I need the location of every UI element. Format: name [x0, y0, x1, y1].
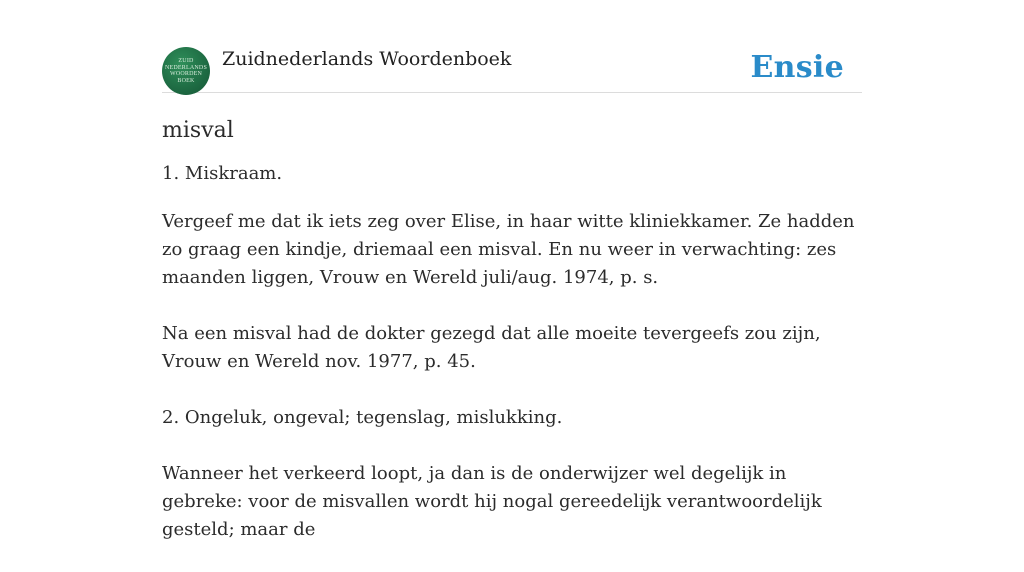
logo-line: NEDERLANDS: [165, 64, 207, 71]
example-quote: Wanneer het verkeerd loopt, ja dan is de onderwijzer wel degelijk in gebreke: voor de misvallen wordt hij nogal gereedelijk verantwoordelijk gesteld; maar de: [162, 463, 822, 540]
site-title[interactable]: Zuidnederlands Woordenboek: [222, 48, 512, 70]
logo-line: ZUID: [178, 58, 194, 64]
site-logo[interactable]: [162, 47, 210, 95]
sense-definition: 1. Miskraam.: [162, 163, 283, 184]
logo-line: BOEK: [177, 77, 195, 84]
site-header: [162, 46, 862, 93]
entry-headword: misval: [162, 118, 234, 143]
logo-line: WOORDEN: [169, 71, 203, 77]
entry-content: [162, 114, 862, 572]
example-quote: Vergeef me dat ik iets zeg over Elise, in haar witte kliniekkamer. Ze hadden zo graag een kindje, driemaal een misval. En nu weer in verwachting: zes maanden liggen, Vrouw en Wereld juli/aug. 1974, p. s.: [162, 211, 855, 288]
brand-logo[interactable]: Ensie: [750, 50, 844, 85]
sense-definition: 2. Ongeluk, ongeval; tegenslag, mislukking.: [162, 407, 563, 428]
example-quote: Na een misval had de dokter gezegd dat alle moeite tevergeefs zou zijn, Vrouw en Wereld nov. 1977, p. 45.: [162, 323, 821, 372]
